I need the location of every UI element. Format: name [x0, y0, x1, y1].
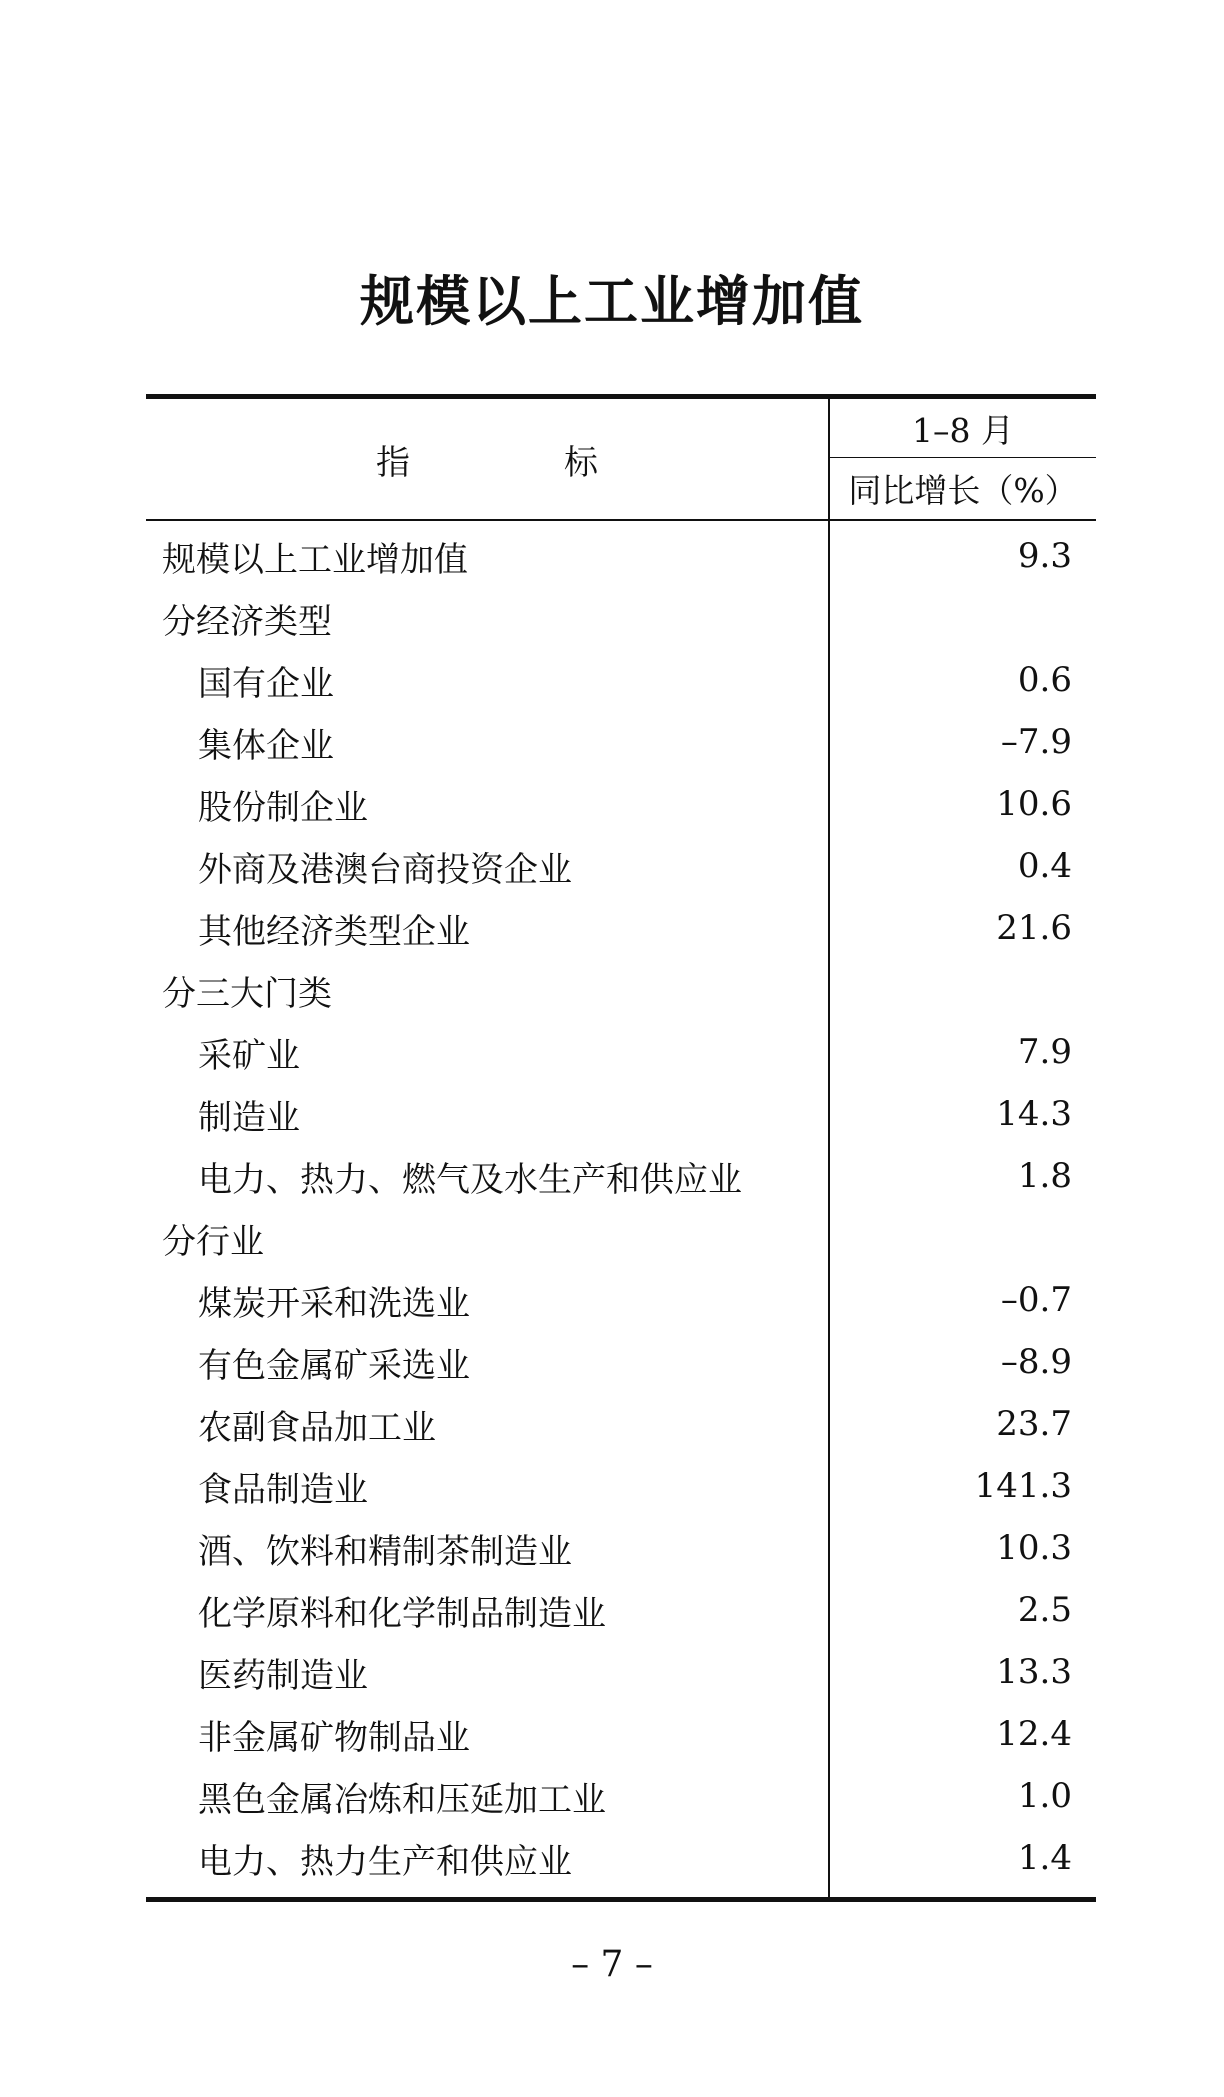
header-value-column — [828, 399, 1096, 519]
row-label: 煤炭开采和洗选业 — [198, 1283, 470, 1324]
row-label: 食品制造业 — [198, 1469, 368, 1510]
page-number: – 7 – — [571, 1944, 653, 1985]
row-label: 集体企业 — [198, 725, 334, 766]
table-section-row — [146, 587, 1096, 649]
row-value: 1.4 — [1017, 1838, 1072, 1878]
row-value: 13.3 — [996, 1652, 1072, 1692]
row-label: 医药制造业 — [198, 1655, 368, 1696]
table-row — [146, 1765, 1096, 1827]
row-label: 分三大门类 — [162, 973, 332, 1014]
row-value: 23.7 — [996, 1404, 1072, 1444]
row-label: 制造业 — [198, 1097, 300, 1138]
table-row — [146, 897, 1096, 959]
table-row — [146, 1269, 1096, 1331]
row-value: 9.3 — [1017, 536, 1072, 576]
row-label: 黑色金属冶炼和压延加工业 — [198, 1779, 606, 1820]
table-section-row — [146, 525, 1096, 587]
table-row — [146, 1827, 1096, 1889]
row-label: 外商及港澳台商投资企业 — [198, 849, 572, 890]
row-value: –8.9 — [1000, 1342, 1072, 1382]
table-section-row — [146, 1207, 1096, 1269]
header-indicator-label: 指 标 — [376, 442, 658, 483]
table-row — [146, 1703, 1096, 1765]
row-label: 其他经济类型企业 — [198, 911, 470, 952]
row-value: 12.4 — [996, 1714, 1072, 1754]
table-body — [146, 521, 1096, 1897]
table-row — [146, 1021, 1096, 1083]
row-value: 21.6 — [996, 908, 1072, 948]
row-label: 农副食品加工业 — [198, 1407, 436, 1448]
row-label: 酒、饮料和精制茶制造业 — [198, 1531, 572, 1572]
row-label: 采矿业 — [198, 1035, 300, 1076]
row-value: 0.4 — [1017, 846, 1072, 886]
row-label: 分经济类型 — [162, 601, 332, 642]
row-label: 非金属矿物制品业 — [198, 1717, 470, 1758]
row-value: –0.7 — [1000, 1280, 1072, 1320]
table-bottom-rule — [146, 1897, 1096, 1902]
table-row — [146, 1579, 1096, 1641]
row-value: 1.0 — [1017, 1776, 1072, 1816]
row-value: 0.6 — [1017, 660, 1072, 700]
row-value: 2.5 — [1017, 1590, 1072, 1630]
page-title: 规模以上工业增加值 — [360, 270, 864, 333]
table-row — [146, 1393, 1096, 1455]
table-row — [146, 773, 1096, 835]
table-row — [146, 1641, 1096, 1703]
table-row — [146, 1145, 1096, 1207]
table-row — [146, 1517, 1096, 1579]
table-row — [146, 1083, 1096, 1145]
table-row — [146, 649, 1096, 711]
row-label: 有色金属矿采选业 — [198, 1345, 470, 1386]
statistics-table — [146, 394, 1096, 1902]
table-section-row — [146, 959, 1096, 1021]
row-value: 141.3 — [974, 1466, 1072, 1506]
row-label: 化学原料和化学制品制造业 — [198, 1593, 606, 1634]
table-row — [146, 1455, 1096, 1517]
table-row — [146, 1331, 1096, 1393]
row-value: –7.9 — [1000, 722, 1072, 762]
row-label: 分行业 — [162, 1221, 264, 1262]
row-value: 10.6 — [996, 784, 1072, 824]
row-value: 7.9 — [1017, 1032, 1072, 1072]
row-label: 国有企业 — [198, 663, 334, 704]
row-label: 规模以上工业增加值 — [162, 539, 468, 580]
row-label: 股份制企业 — [198, 787, 368, 828]
table-row — [146, 711, 1096, 773]
header-measure: 同比增长（%） — [848, 471, 1078, 510]
header-period: 1–8 月 — [830, 399, 1096, 458]
row-label: 电力、热力生产和供应业 — [198, 1841, 572, 1882]
row-label: 电力、热力、燃气及水生产和供应业 — [198, 1159, 742, 1200]
row-value: 1.8 — [1017, 1156, 1072, 1196]
table-header — [146, 399, 1096, 521]
row-value: 14.3 — [996, 1094, 1072, 1134]
table-row — [146, 835, 1096, 897]
row-value: 10.3 — [996, 1528, 1072, 1568]
